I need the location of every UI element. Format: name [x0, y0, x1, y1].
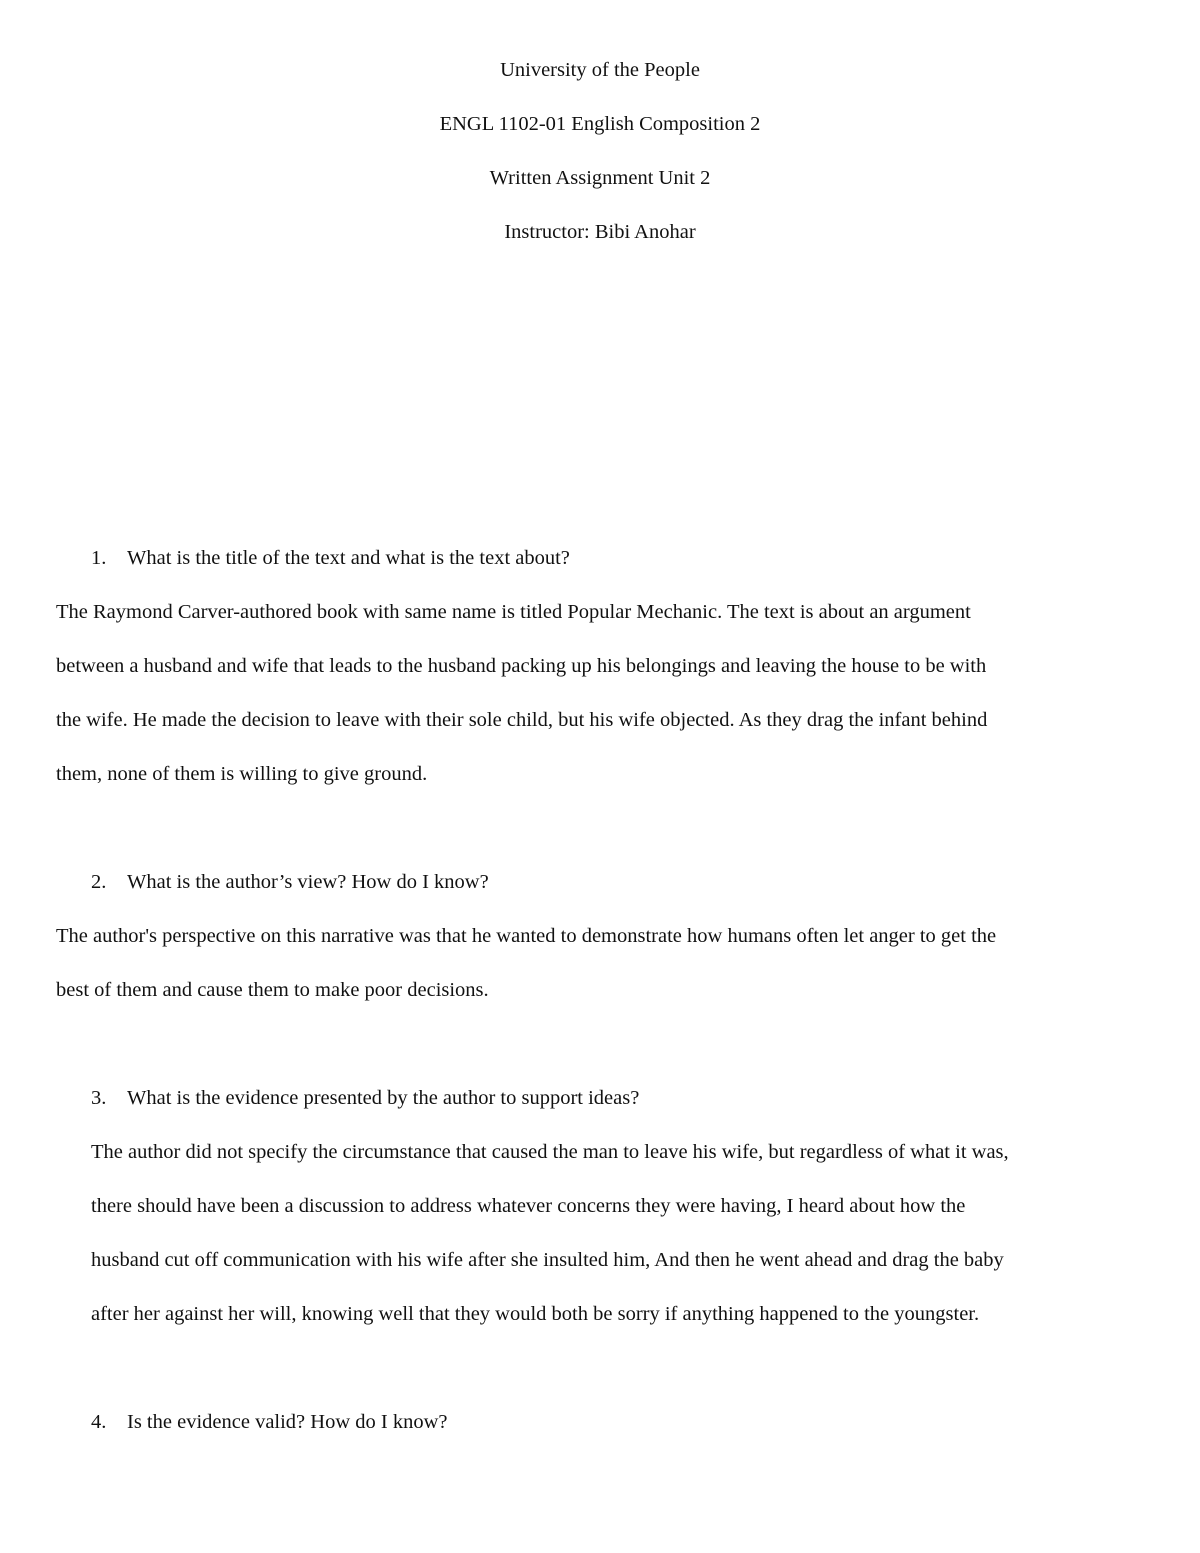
- answer-line: them, none of them is willing to give ground.: [56, 763, 428, 785]
- question-text: Is the evidence valid? How do I know?: [127, 1411, 448, 1433]
- answer-line: between a husband and wife that leads to the husband packing up his belongings and leaving the house to be with: [56, 655, 987, 677]
- question-3: [91, 1071, 639, 1125]
- instructor-name: Instructor: Bibi Anohar: [504, 221, 696, 243]
- answer-line: husband cut off communication with his wife after she insulted him, And then he went ahead and drag the baby: [91, 1249, 1004, 1271]
- answer-3: [91, 1125, 1009, 1341]
- question-1: [91, 531, 570, 585]
- answer-line: The author's perspective on this narrative was that he wanted to demonstrate how humans often let anger to get the: [56, 925, 997, 947]
- answer-line: The author did not specify the circumstance that caused the man to leave his wife, but regardless of what it was,: [91, 1141, 1009, 1163]
- title-block: [0, 43, 1200, 259]
- course-name: ENGL 1102-01 English Composition 2: [439, 113, 761, 135]
- question-number: 4.: [91, 1411, 107, 1433]
- answer-2: [56, 909, 996, 1017]
- university-name: University of the People: [500, 59, 700, 81]
- answer-line: after her against her will, knowing well that they would both be sorry if anything happened to the youngster.: [91, 1303, 980, 1325]
- question-text: What is the author’s view? How do I know?: [127, 871, 489, 893]
- assignment-title: Written Assignment Unit 2: [489, 167, 711, 189]
- question-4: [91, 1395, 448, 1449]
- answer-line: the wife. He made the decision to leave with their sole child, but his wife objected. As they drag the infant behind: [56, 709, 988, 731]
- question-number: 1.: [91, 547, 107, 569]
- question-2: [91, 855, 489, 909]
- answer-line: best of them and cause them to make poor decisions.: [56, 979, 489, 1001]
- question-text: What is the evidence presented by the author to support ideas?: [127, 1087, 640, 1109]
- question-number: 2.: [91, 871, 107, 893]
- question-text: What is the title of the text and what is the text about?: [127, 547, 570, 569]
- question-number: 3.: [91, 1087, 107, 1109]
- answer-line: there should have been a discussion to address whatever concerns they were having, I heard about how the: [91, 1195, 966, 1217]
- answer-1: [56, 585, 987, 801]
- answer-line: The Raymond Carver-authored book with same name is titled Popular Mechanic. The text is about an argument: [56, 601, 971, 623]
